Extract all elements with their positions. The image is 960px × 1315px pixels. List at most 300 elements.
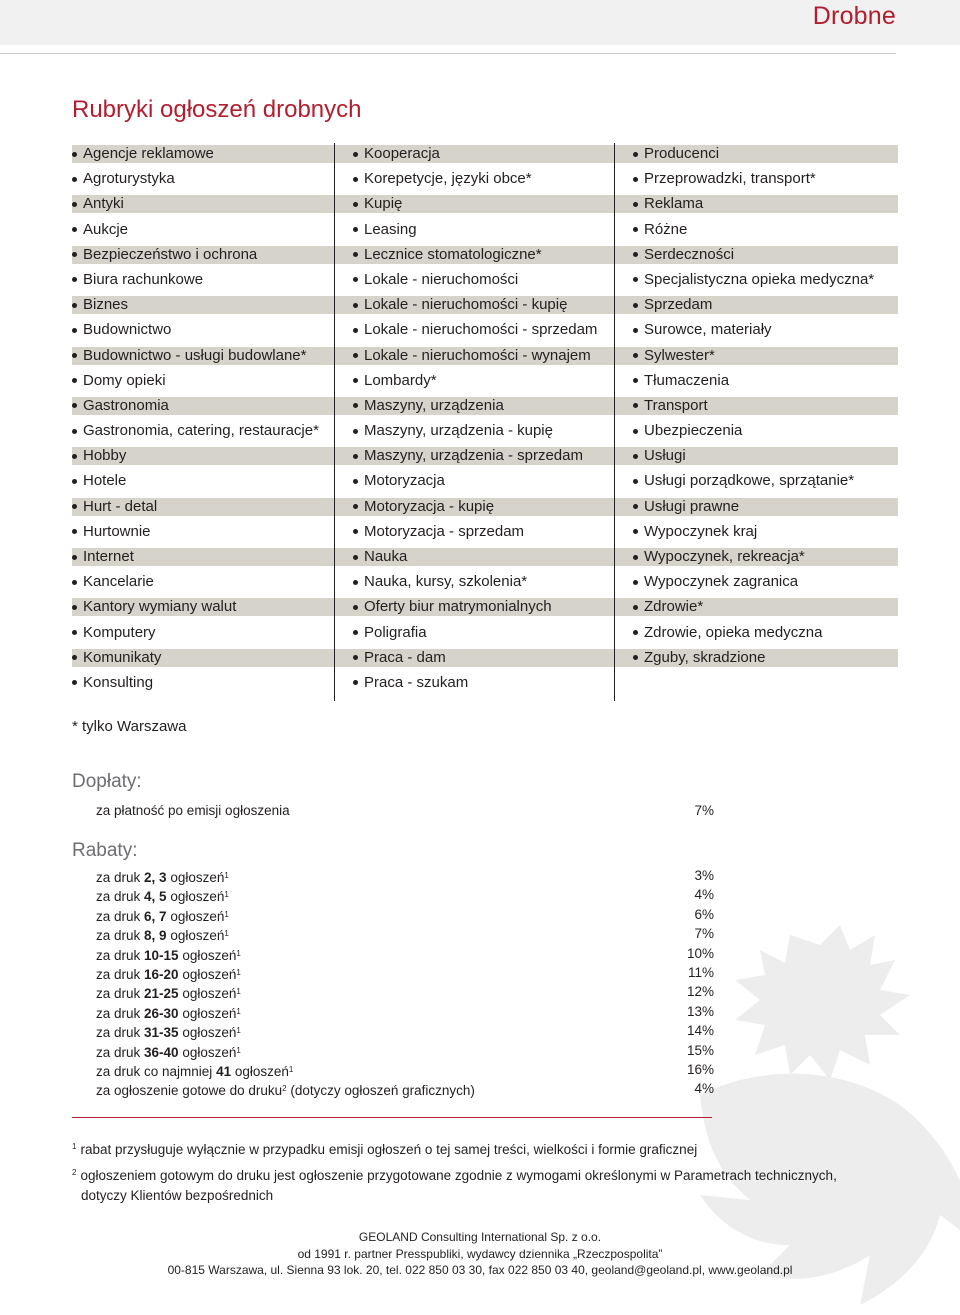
category-label: Hurtownie bbox=[83, 522, 151, 540]
category-item[interactable] bbox=[335, 143, 615, 168]
category-item[interactable] bbox=[72, 168, 334, 193]
bullet-icon bbox=[633, 504, 638, 509]
header-divider bbox=[0, 53, 896, 54]
company-name: GEOLAND Consulting International Sp. z o.o. bbox=[358, 1230, 602, 1244]
category-label: Usługi bbox=[644, 447, 686, 465]
bullet-icon bbox=[353, 227, 358, 232]
category-label: Nauka bbox=[364, 548, 408, 565]
discount-label: za druk 10-15 ogłoszeń$^1$ bbox=[96, 947, 241, 963]
category-item[interactable] bbox=[335, 269, 615, 294]
discount-label: za druk 6, 7 ogłoszeń$^1$ bbox=[96, 908, 229, 924]
category-label: Lecznice stomatologiczne* bbox=[364, 245, 542, 263]
company-address: 00-815 Warszawa, ul. Sienna 93 lok. 20, tel. 022 850 03 30, fax 022 850 03 40, geoland@geoland.pl, www.geoland.pl bbox=[167, 1263, 793, 1277]
category-label: Internet bbox=[83, 548, 134, 565]
bullet-icon bbox=[633, 252, 638, 257]
category-label: Praca - szukam bbox=[364, 673, 469, 691]
category-row bbox=[335, 145, 615, 163]
category-row bbox=[615, 548, 898, 566]
category-row bbox=[615, 573, 898, 591]
category-item[interactable] bbox=[72, 345, 334, 370]
category-item[interactable] bbox=[72, 546, 334, 571]
category-column-2 bbox=[334, 143, 615, 701]
section-title: Drobne bbox=[812, 2, 896, 30]
category-label: Motoryzacja - sprzedam bbox=[364, 522, 525, 540]
discount-label: za druk 16-20 ogłoszeń$^1$ bbox=[96, 967, 241, 982]
category-label: Hotele bbox=[83, 472, 127, 490]
footnote-line: dotyczy Klientów bezpośrednich bbox=[81, 1188, 274, 1203]
category-item[interactable] bbox=[615, 622, 898, 647]
discount-row bbox=[96, 924, 714, 944]
category-item[interactable] bbox=[335, 420, 615, 445]
footnote-mark: 1 bbox=[224, 909, 229, 919]
bullet-icon bbox=[633, 378, 638, 383]
discount-label: za druk 4, 5 ogłoszeń$^1$ bbox=[96, 889, 229, 905]
category-item[interactable] bbox=[72, 445, 334, 470]
bullet-icon bbox=[353, 328, 358, 333]
discount-value: 7% bbox=[694, 926, 714, 942]
category-label: Lombardy* bbox=[364, 371, 437, 389]
bullet-icon bbox=[353, 152, 358, 157]
category-row bbox=[72, 271, 334, 289]
category-item[interactable] bbox=[615, 319, 898, 344]
category-item[interactable] bbox=[615, 143, 898, 168]
category-row bbox=[615, 598, 898, 616]
footnote-mark: 1 bbox=[236, 948, 241, 958]
bullet-icon bbox=[633, 177, 638, 182]
category-label: Wypoczynek zagranica bbox=[644, 573, 799, 591]
bullet-icon bbox=[353, 353, 358, 358]
surcharge-label: za płatność po emisji ogłoszenia bbox=[96, 803, 290, 818]
discount-value: 3% bbox=[694, 868, 714, 883]
category-label: Lokale - nieruchomości bbox=[364, 270, 519, 288]
bullet-icon bbox=[72, 630, 77, 635]
category-item[interactable] bbox=[335, 647, 615, 672]
discount-row bbox=[96, 963, 714, 983]
bullet-icon bbox=[353, 605, 358, 610]
category-item[interactable] bbox=[335, 345, 615, 370]
category-item[interactable] bbox=[335, 672, 615, 697]
category-item[interactable] bbox=[335, 319, 615, 344]
category-label: Komputery bbox=[83, 623, 156, 641]
footnote-mark: 1 bbox=[236, 987, 241, 997]
category-label: Oferty biur matrymonialnych bbox=[364, 598, 552, 616]
bullet-icon bbox=[353, 454, 358, 459]
category-row bbox=[335, 246, 615, 264]
bullet-icon bbox=[633, 454, 638, 459]
discount-value: 15% bbox=[686, 1042, 714, 1058]
bullet-icon bbox=[72, 403, 77, 408]
category-label: Specjalistyczna opieka medyczna* bbox=[644, 270, 875, 288]
category-row bbox=[72, 649, 334, 667]
category-item[interactable] bbox=[72, 395, 334, 420]
category-item[interactable] bbox=[615, 420, 898, 445]
bullet-icon bbox=[353, 378, 358, 383]
surcharge-value: 7% bbox=[694, 803, 714, 818]
discount-label: za druk 26-30 ogłoszeń$^1$ bbox=[96, 1005, 241, 1021]
footnote-mark: 2 bbox=[72, 1168, 77, 1177]
discount-row bbox=[96, 885, 714, 905]
category-label: Korepetycje, języki obce* bbox=[364, 170, 532, 188]
bullet-icon bbox=[633, 202, 638, 207]
category-item[interactable] bbox=[615, 571, 898, 596]
category-row bbox=[72, 447, 334, 465]
category-row bbox=[72, 321, 334, 339]
category-row bbox=[72, 498, 334, 516]
category-row bbox=[615, 372, 898, 390]
category-item[interactable] bbox=[615, 596, 898, 621]
bullet-icon bbox=[633, 555, 638, 560]
bullet-icon bbox=[633, 152, 638, 157]
discount-count: 21-25 bbox=[144, 986, 179, 1002]
discount-value: 12% bbox=[686, 984, 714, 1000]
bullet-icon bbox=[353, 202, 358, 207]
category-label: Agencje reklamowe bbox=[83, 145, 214, 162]
category-row bbox=[335, 649, 615, 667]
bullet-icon bbox=[633, 277, 638, 282]
bullet-icon bbox=[72, 277, 77, 282]
page-title: Rubryki ogłoszeń drobnych bbox=[72, 96, 362, 123]
category-label: Transport bbox=[644, 396, 708, 414]
category-row bbox=[615, 447, 898, 465]
category-row bbox=[72, 397, 334, 415]
category-row bbox=[335, 397, 615, 415]
discount-row bbox=[96, 1060, 714, 1080]
category-item[interactable] bbox=[335, 470, 615, 495]
discount-value: 14% bbox=[686, 1023, 714, 1039]
discount-row bbox=[96, 905, 714, 925]
category-row bbox=[615, 221, 898, 239]
discount-row bbox=[96, 866, 714, 886]
category-label: Usługi porządkowe, sprzątanie* bbox=[644, 472, 855, 490]
category-row bbox=[72, 573, 334, 591]
footnote-mark: 1 bbox=[288, 1065, 294, 1074]
bullet-icon bbox=[72, 152, 77, 157]
category-row bbox=[72, 372, 334, 390]
category-item[interactable] bbox=[335, 622, 615, 647]
bullet-icon bbox=[353, 630, 358, 635]
bullet-icon bbox=[72, 177, 77, 182]
footnote-line: $^2$ ogłoszeniem gotowym do druku jest ogłoszenie przygotowane zgodnie z wymogami określonymi w Parametrach technicznych, bbox=[72, 1168, 837, 1183]
header-bar bbox=[0, 0, 960, 45]
category-label: Antyki bbox=[83, 195, 124, 213]
footnote-mark: 1 bbox=[224, 929, 229, 939]
bullet-icon bbox=[353, 580, 358, 585]
footnote-mark: 1 bbox=[236, 1045, 241, 1055]
category-label: Lokale - nieruchomości - kupię bbox=[364, 296, 568, 314]
category-item[interactable] bbox=[615, 647, 898, 672]
discount-count: 6, 7 bbox=[144, 908, 167, 924]
category-label: Aukcje bbox=[83, 220, 129, 238]
discount-label: za druk 2, 3 ogłoszeń$^1$ bbox=[96, 870, 229, 885]
category-item[interactable] bbox=[335, 294, 615, 319]
bullet-icon bbox=[353, 303, 358, 308]
footnote-mark: 1 bbox=[236, 1026, 241, 1036]
category-label: Kooperacja bbox=[364, 145, 440, 162]
bullet-icon bbox=[633, 529, 638, 534]
footnote-1 bbox=[72, 1137, 697, 1160]
category-item[interactable] bbox=[72, 496, 334, 521]
category-item[interactable] bbox=[72, 319, 334, 344]
category-row bbox=[615, 296, 898, 314]
discount-row bbox=[96, 1079, 714, 1099]
discount-count: 4, 5 bbox=[144, 889, 167, 905]
category-row bbox=[335, 271, 615, 289]
bullet-icon bbox=[353, 529, 358, 534]
bullet-icon bbox=[353, 680, 358, 685]
discount-value: 4% bbox=[694, 1081, 714, 1097]
category-label: Leasing bbox=[364, 220, 417, 238]
surcharge-row bbox=[96, 801, 714, 821]
category-item[interactable] bbox=[335, 521, 615, 546]
category-item[interactable] bbox=[335, 244, 615, 269]
category-label: Hurt - detal bbox=[83, 497, 158, 515]
discount-label: za druk co najmniej 41 ogłoszeń$^1$ bbox=[96, 1064, 294, 1079]
category-row bbox=[72, 422, 334, 440]
discount-count: 2, 3 bbox=[144, 870, 167, 885]
category-row bbox=[72, 472, 334, 490]
discount-label: za druk 31-35 ogłoszeń$^1$ bbox=[96, 1025, 241, 1041]
category-item[interactable] bbox=[72, 143, 334, 168]
bullet-icon bbox=[72, 555, 77, 560]
discount-label: za druk 36-40 ogłoszeń$^1$ bbox=[96, 1044, 241, 1060]
discount-row bbox=[96, 1002, 714, 1022]
bullet-icon bbox=[72, 227, 77, 232]
category-row bbox=[335, 296, 615, 314]
category-item[interactable] bbox=[335, 571, 615, 596]
category-label: Motoryzacja - kupię bbox=[364, 497, 495, 515]
category-row bbox=[335, 498, 615, 516]
category-row bbox=[615, 321, 898, 339]
bullet-icon bbox=[72, 202, 77, 207]
category-label: Nauka, kursy, szkolenia* bbox=[364, 573, 528, 591]
category-row bbox=[335, 221, 615, 239]
category-row bbox=[72, 674, 334, 692]
bullet-icon bbox=[633, 353, 638, 358]
category-label: Tłumaczenia bbox=[644, 371, 730, 389]
discount-value: 10% bbox=[686, 945, 714, 961]
category-row bbox=[335, 347, 615, 365]
category-item[interactable] bbox=[72, 596, 334, 621]
category-label: Agroturystyka bbox=[83, 170, 175, 188]
category-label: Maszyny, urządzenia - sprzedam bbox=[364, 447, 583, 465]
category-label: Przeprowadzki, transport* bbox=[644, 170, 816, 188]
category-item[interactable] bbox=[335, 395, 615, 420]
category-item[interactable] bbox=[335, 193, 615, 218]
footnote-mark: 1 bbox=[236, 1006, 241, 1016]
bullet-icon bbox=[633, 403, 638, 408]
category-label: Surowce, materiały bbox=[644, 321, 772, 339]
bullet-icon bbox=[633, 630, 638, 635]
discount-count: 16-20 bbox=[144, 967, 179, 982]
category-item[interactable] bbox=[72, 647, 334, 672]
bullet-icon bbox=[353, 177, 358, 182]
bullet-icon bbox=[633, 655, 638, 660]
category-item[interactable] bbox=[615, 470, 898, 495]
category-row bbox=[72, 195, 334, 213]
category-row bbox=[335, 624, 615, 642]
bullet-icon bbox=[72, 504, 77, 509]
category-item[interactable] bbox=[615, 168, 898, 193]
category-row bbox=[615, 397, 898, 415]
discount-count: 41 bbox=[216, 1064, 232, 1079]
bullet-icon bbox=[633, 605, 638, 610]
bullet-icon bbox=[353, 252, 358, 257]
category-item[interactable] bbox=[72, 244, 334, 269]
category-label: Serdeczności bbox=[644, 245, 735, 263]
discount-value: 16% bbox=[686, 1062, 714, 1077]
bullet-icon bbox=[633, 580, 638, 585]
category-label: Reklama bbox=[644, 195, 704, 213]
category-label: Praca - dam bbox=[364, 648, 446, 666]
category-item[interactable] bbox=[615, 269, 898, 294]
category-label: Sylwester* bbox=[644, 346, 715, 364]
category-row bbox=[615, 523, 898, 541]
discount-count: 26-30 bbox=[144, 1005, 179, 1021]
category-item[interactable] bbox=[72, 420, 334, 445]
warsaw-only-note: * tylko Warszawa bbox=[72, 718, 187, 735]
category-label: Domy opieki bbox=[83, 371, 166, 389]
discount-count: 10-15 bbox=[144, 947, 179, 963]
category-label: Budownictwo - usługi budowlane* bbox=[83, 346, 307, 364]
category-row bbox=[72, 347, 334, 365]
category-row bbox=[615, 195, 898, 213]
category-row bbox=[335, 447, 615, 465]
category-item[interactable] bbox=[72, 571, 334, 596]
category-label: Biura rachunkowe bbox=[83, 270, 204, 288]
discount-row bbox=[96, 1041, 714, 1061]
category-item[interactable] bbox=[615, 445, 898, 470]
category-row bbox=[335, 195, 615, 213]
category-item[interactable] bbox=[615, 244, 898, 269]
category-item[interactable] bbox=[72, 269, 334, 294]
category-item[interactable] bbox=[615, 521, 898, 546]
category-label: Komunikaty bbox=[83, 648, 162, 666]
bullet-icon bbox=[353, 277, 358, 282]
bullet-icon bbox=[72, 429, 77, 434]
bullet-icon bbox=[72, 378, 77, 383]
category-row bbox=[72, 170, 334, 188]
discount-value: 4% bbox=[694, 887, 714, 903]
category-row bbox=[335, 372, 615, 390]
category-item[interactable] bbox=[615, 370, 898, 395]
category-item[interactable] bbox=[335, 219, 615, 244]
category-row bbox=[335, 321, 615, 339]
category-item[interactable] bbox=[615, 345, 898, 370]
category-row bbox=[615, 271, 898, 289]
category-item[interactable] bbox=[335, 546, 615, 571]
category-row bbox=[615, 246, 898, 264]
category-row bbox=[335, 523, 615, 541]
discount-row bbox=[96, 982, 714, 1002]
category-item[interactable] bbox=[72, 521, 334, 546]
bullet-icon bbox=[633, 328, 638, 333]
bullet-icon bbox=[72, 529, 77, 534]
footnote-mark: 2 bbox=[282, 1084, 287, 1094]
bullet-icon bbox=[633, 227, 638, 232]
category-row bbox=[615, 649, 898, 667]
category-label: Maszyny, urządzenia - kupię bbox=[364, 422, 553, 440]
discounts-heading: Rabaty: bbox=[72, 840, 138, 861]
discount-value: 11% bbox=[687, 965, 714, 980]
discount-label: za druk 8, 9 ogłoszeń$^1$ bbox=[96, 928, 229, 944]
category-label: Hobby bbox=[83, 447, 127, 465]
discount-count: 31-35 bbox=[144, 1025, 179, 1041]
bullet-icon bbox=[72, 655, 77, 660]
surcharges-heading: Dopłaty: bbox=[72, 771, 142, 792]
category-label: Zdrowie* bbox=[644, 598, 704, 616]
discount-label: za ogłoszenie gotowe do druku$^2$ (dotyczy ogłoszeń graficznych) bbox=[96, 1083, 475, 1099]
category-item[interactable] bbox=[615, 546, 898, 571]
category-item[interactable] bbox=[615, 395, 898, 420]
section-divider bbox=[72, 1117, 712, 1118]
bullet-icon bbox=[72, 328, 77, 333]
bullet-icon bbox=[72, 454, 77, 459]
category-item[interactable] bbox=[72, 470, 334, 495]
category-item[interactable] bbox=[72, 622, 334, 647]
category-label: Poligrafia bbox=[364, 623, 427, 641]
category-row bbox=[335, 170, 615, 188]
bullet-icon bbox=[353, 504, 358, 509]
bullet-icon bbox=[72, 479, 77, 484]
category-row bbox=[335, 674, 615, 692]
category-row bbox=[615, 472, 898, 490]
discount-label: za druk 21-25 ogłoszeń$^1$ bbox=[96, 986, 241, 1002]
discount-value: 13% bbox=[686, 1003, 714, 1019]
category-row bbox=[615, 624, 898, 642]
category-item[interactable] bbox=[335, 370, 615, 395]
category-item[interactable] bbox=[335, 168, 615, 193]
category-label: Zdrowie, opieka medyczna bbox=[644, 623, 823, 641]
bullet-icon bbox=[353, 429, 358, 434]
category-item[interactable] bbox=[72, 370, 334, 395]
bullet-icon bbox=[353, 403, 358, 408]
category-item[interactable] bbox=[335, 445, 615, 470]
category-item[interactable] bbox=[615, 193, 898, 218]
category-label: Kupię bbox=[364, 195, 403, 213]
category-row bbox=[335, 548, 615, 566]
category-item[interactable] bbox=[615, 219, 898, 244]
footnote-2 bbox=[72, 1163, 837, 1206]
category-label: Budownictwo bbox=[83, 321, 172, 339]
category-label: Wypoczynek kraj bbox=[644, 522, 758, 540]
category-label: Wypoczynek, rekreacja* bbox=[644, 548, 805, 565]
bullet-icon bbox=[633, 303, 638, 308]
category-row bbox=[72, 221, 334, 239]
category-item[interactable] bbox=[615, 294, 898, 319]
category-row bbox=[72, 598, 334, 616]
category-item[interactable] bbox=[72, 219, 334, 244]
category-label: Gastronomia, catering, restauracje* bbox=[83, 422, 319, 440]
category-item[interactable] bbox=[335, 496, 615, 521]
footnote-mark: 1 bbox=[224, 871, 229, 880]
category-item[interactable] bbox=[72, 294, 334, 319]
bullet-icon bbox=[353, 555, 358, 560]
category-label: Producenci bbox=[644, 145, 720, 162]
category-item[interactable] bbox=[72, 193, 334, 218]
bullet-icon bbox=[72, 580, 77, 585]
category-row bbox=[72, 624, 334, 642]
category-item[interactable] bbox=[72, 672, 334, 697]
category-label: Gastronomia bbox=[83, 396, 169, 414]
category-row bbox=[72, 523, 334, 541]
category-row bbox=[335, 573, 615, 591]
footnote-mark: 1 bbox=[236, 968, 241, 977]
bullet-icon bbox=[633, 479, 638, 484]
category-item[interactable] bbox=[335, 596, 615, 621]
footnote-mark: 1 bbox=[72, 1142, 77, 1151]
category-label: Ubezpieczenia bbox=[644, 422, 743, 440]
category-item[interactable] bbox=[615, 496, 898, 521]
